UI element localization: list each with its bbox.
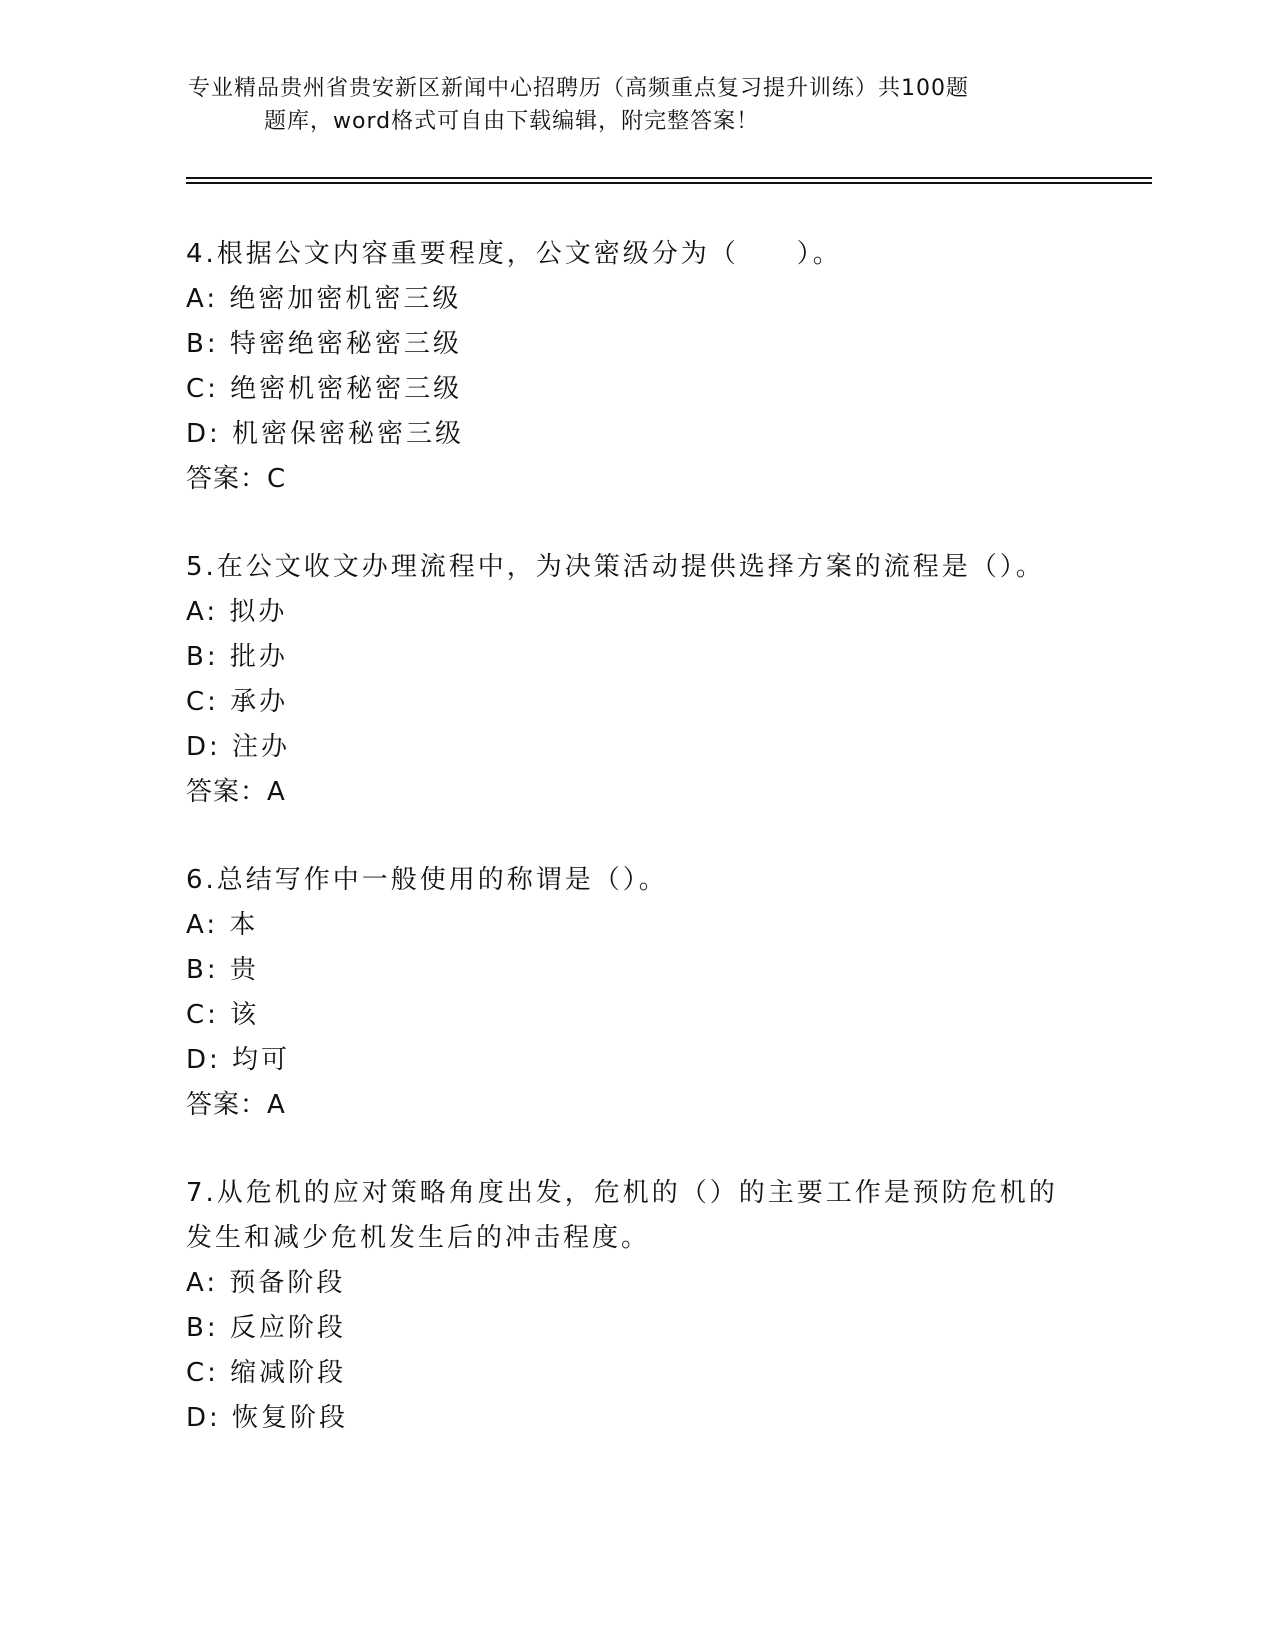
option-c: C: 承办 (186, 687, 289, 717)
question-text: 6.总结写作中一般使用的称谓是（）。 (186, 865, 668, 895)
question-text: 5.在公文收文办理流程中，为决策活动提供选择方案的流程是（）。 (186, 552, 1045, 582)
option-b: B: 反应阶段 (186, 1313, 346, 1343)
header-divider-top (186, 177, 1152, 179)
option-a: A: 本 (186, 910, 259, 940)
document-header (188, 72, 1048, 138)
header-title-line1: 专业精品贵州省贵安新区新闻中心招聘历（高频重点复习提升训练）共100题 (188, 76, 969, 101)
option-c: C: 该 (186, 1000, 260, 1030)
option-d: D: 均可 (186, 1045, 291, 1075)
question-text-line1: 7.从危机的应对策略角度出发，危机的（）的主要工作是预防危机的 (186, 1178, 1058, 1208)
option-d: D: 恢复阶段 (186, 1403, 349, 1433)
header-divider-bottom (186, 182, 1152, 184)
answer-line: 答案：A (186, 1090, 286, 1120)
option-c: C: 绝密机密秘密三级 (186, 374, 463, 404)
answer-line: 答案：C (186, 464, 287, 494)
question-text-line2: 发生和减少危机发生后的冲击程度。 (186, 1223, 651, 1253)
option-c: C: 缩减阶段 (186, 1358, 347, 1388)
header-title-line2: 题库，word格式可自由下载编辑，附完整答案！ (264, 109, 760, 134)
option-a: A: 绝密加密机密三级 (186, 284, 462, 314)
option-b: B: 贵 (186, 955, 259, 985)
answer-line: 答案：A (186, 777, 286, 807)
option-a: A: 拟办 (186, 597, 288, 627)
option-b: B: 特密绝密秘密三级 (186, 329, 462, 359)
question-text: 4.根据公文内容重要程度，公文密级分为（ ）。 (186, 239, 842, 269)
option-a: A: 预备阶段 (186, 1268, 346, 1298)
question-7 (186, 1171, 1086, 1441)
option-d: D: 注办 (186, 732, 291, 762)
option-b: B: 批办 (186, 642, 288, 672)
question-6 (186, 858, 1086, 1128)
option-d: D: 机密保密秘密三级 (186, 419, 465, 449)
question-4 (186, 232, 1086, 502)
question-5 (186, 545, 1086, 815)
question-list (186, 232, 1086, 1484)
